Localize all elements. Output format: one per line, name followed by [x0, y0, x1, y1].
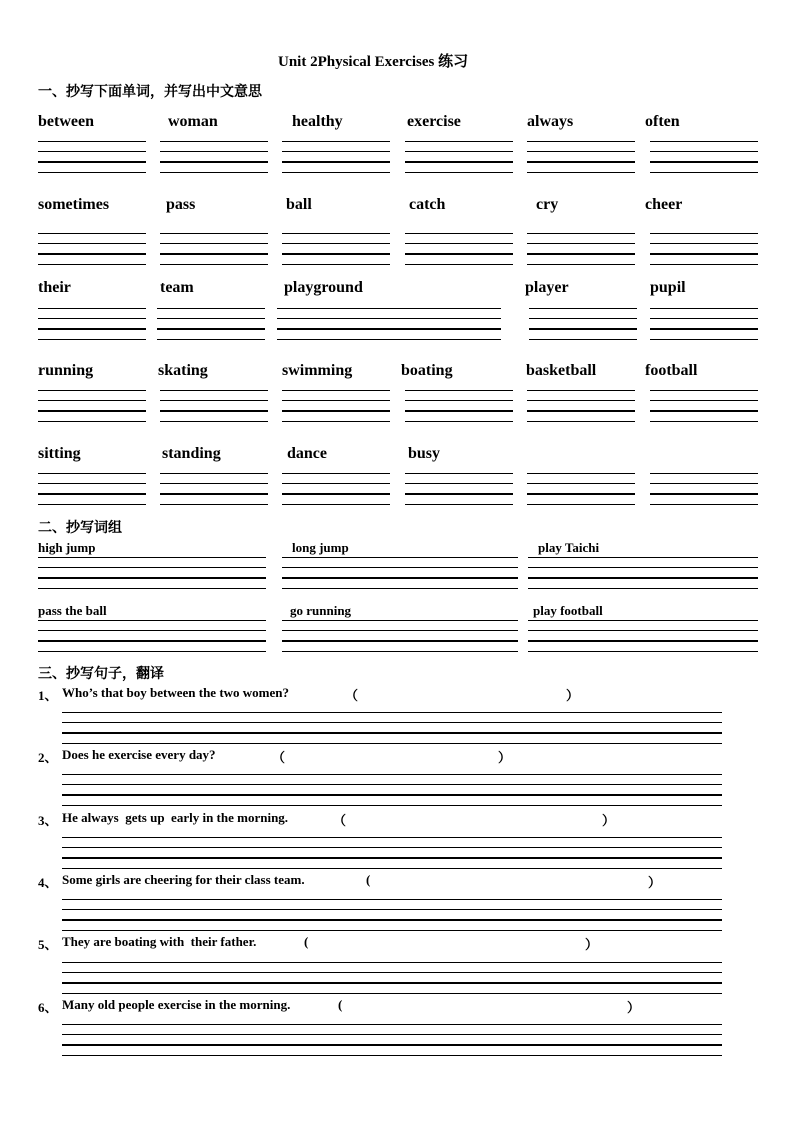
word-writing-lines[interactable] — [405, 141, 513, 175]
sentence-number: 2、 — [38, 750, 58, 765]
word-writing-lines[interactable] — [529, 308, 637, 342]
sentence-text: Many old people exercise in the morning. — [62, 997, 291, 1012]
word-label: running — [38, 362, 94, 379]
word-label: healthy — [292, 113, 343, 130]
word-writing-lines[interactable] — [282, 141, 390, 175]
word-writing-lines[interactable] — [650, 308, 758, 342]
word-writing-lines[interactable] — [157, 308, 265, 342]
translation-open-paren: ( — [366, 872, 371, 887]
page-title: Unit 2Physical Exercises 练习 — [278, 54, 469, 70]
word-label: often — [645, 113, 680, 130]
word-label: sometimes — [38, 196, 110, 213]
phrase-label: play football — [533, 603, 603, 618]
sentence-number: 6、 — [38, 1000, 58, 1015]
section-3-heading: 三、抄写句子，翻译 — [38, 667, 164, 682]
phrase-writing-lines[interactable] — [38, 557, 266, 591]
word-writing-lines[interactable] — [650, 141, 758, 175]
word-writing-lines[interactable] — [650, 473, 758, 507]
sentence-text: Who’s that boy between the two women? — [62, 685, 290, 700]
word-writing-lines[interactable] — [282, 390, 390, 424]
word-writing-lines[interactable] — [160, 141, 268, 175]
sentence-writing-lines[interactable] — [62, 774, 722, 808]
phrase-writing-lines[interactable] — [528, 557, 758, 591]
word-writing-lines[interactable] — [277, 308, 501, 342]
sentence-number: 3、 — [38, 813, 58, 828]
phrase-writing-lines[interactable] — [38, 620, 266, 654]
word-writing-lines[interactable] — [527, 390, 635, 424]
word-label: always — [527, 113, 574, 130]
translation-open-paren: （ — [272, 750, 286, 765]
word-writing-lines[interactable] — [282, 473, 390, 507]
phrase-label: go running — [290, 603, 352, 618]
word-label: busy — [408, 445, 441, 462]
word-writing-lines[interactable] — [38, 233, 146, 267]
word-writing-lines[interactable] — [527, 141, 635, 175]
word-writing-lines[interactable] — [160, 473, 268, 507]
word-label: sitting — [38, 445, 81, 462]
sentence-writing-lines[interactable] — [62, 899, 722, 933]
word-label: pupil — [650, 279, 686, 296]
word-writing-lines[interactable] — [38, 473, 146, 507]
sentence-number: 1、 — [38, 688, 58, 703]
word-writing-lines[interactable] — [650, 390, 758, 424]
translation-close-paren: ） — [627, 1000, 641, 1015]
sentence-text: They are boating with their father. — [62, 934, 257, 949]
phrase-label: play Taichi — [538, 540, 600, 555]
word-writing-lines[interactable] — [38, 308, 146, 342]
word-label: skating — [158, 362, 208, 379]
section-1-heading: 一、抄写下面单词，并写出中文意思 — [38, 85, 262, 100]
word-writing-lines[interactable] — [405, 233, 513, 267]
word-writing-lines[interactable] — [160, 390, 268, 424]
word-label: team — [160, 279, 194, 296]
sentence-writing-lines[interactable] — [62, 837, 722, 871]
sentence-text: He always gets up early in the morning. — [62, 810, 289, 825]
word-label: between — [38, 113, 94, 130]
word-writing-lines[interactable] — [160, 233, 268, 267]
translation-open-paren: （ — [333, 813, 347, 828]
translation-open-paren: ( — [338, 997, 343, 1012]
word-label: their — [38, 279, 71, 296]
translation-close-paren: ） — [566, 688, 580, 703]
sentence-writing-lines[interactable] — [62, 1024, 722, 1058]
phrase-label: high jump — [38, 540, 96, 555]
section-2-heading: 二、抄写词组 — [38, 521, 122, 536]
phrase-label: pass the ball — [38, 603, 107, 618]
word-label: swimming — [282, 362, 353, 379]
word-label: boating — [401, 362, 453, 379]
phrase-writing-lines[interactable] — [282, 620, 518, 654]
word-label: cry — [536, 196, 559, 213]
word-label: woman — [168, 113, 218, 130]
word-writing-lines[interactable] — [650, 233, 758, 267]
word-label: pass — [166, 196, 196, 213]
sentence-number: 5、 — [38, 937, 58, 952]
word-label: cheer — [645, 196, 683, 213]
translation-close-paren: ） — [602, 813, 616, 828]
translation-close-paren: ） — [585, 937, 599, 952]
word-writing-lines[interactable] — [405, 473, 513, 507]
word-label: playground — [284, 279, 363, 296]
word-label: player — [525, 279, 569, 296]
translation-open-paren: （ — [345, 688, 359, 703]
word-label: basketball — [526, 362, 597, 379]
word-writing-lines[interactable] — [38, 390, 146, 424]
phrase-writing-lines[interactable] — [282, 557, 518, 591]
word-writing-lines[interactable] — [527, 233, 635, 267]
translation-close-paren: ） — [648, 875, 662, 890]
word-label: catch — [409, 196, 446, 213]
word-label: dance — [287, 445, 327, 462]
sentence-writing-lines[interactable] — [62, 712, 722, 746]
sentence-text: Some girls are cheering for their class team. — [62, 872, 305, 887]
phrase-label: long jump — [292, 540, 349, 555]
sentence-writing-lines[interactable] — [62, 962, 722, 996]
translation-close-paren: ） — [498, 750, 512, 765]
word-writing-lines[interactable] — [282, 233, 390, 267]
word-writing-lines[interactable] — [38, 141, 146, 175]
sentence-text: Does he exercise every day? — [62, 747, 216, 762]
word-label: standing — [162, 445, 221, 462]
phrase-writing-lines[interactable] — [528, 620, 758, 654]
word-label: exercise — [407, 113, 461, 130]
word-writing-lines[interactable] — [527, 473, 635, 507]
word-label: ball — [286, 196, 312, 213]
sentence-number: 4、 — [38, 875, 58, 890]
word-label: football — [645, 362, 698, 379]
translation-open-paren: ( — [304, 934, 309, 949]
word-writing-lines[interactable] — [405, 390, 513, 424]
